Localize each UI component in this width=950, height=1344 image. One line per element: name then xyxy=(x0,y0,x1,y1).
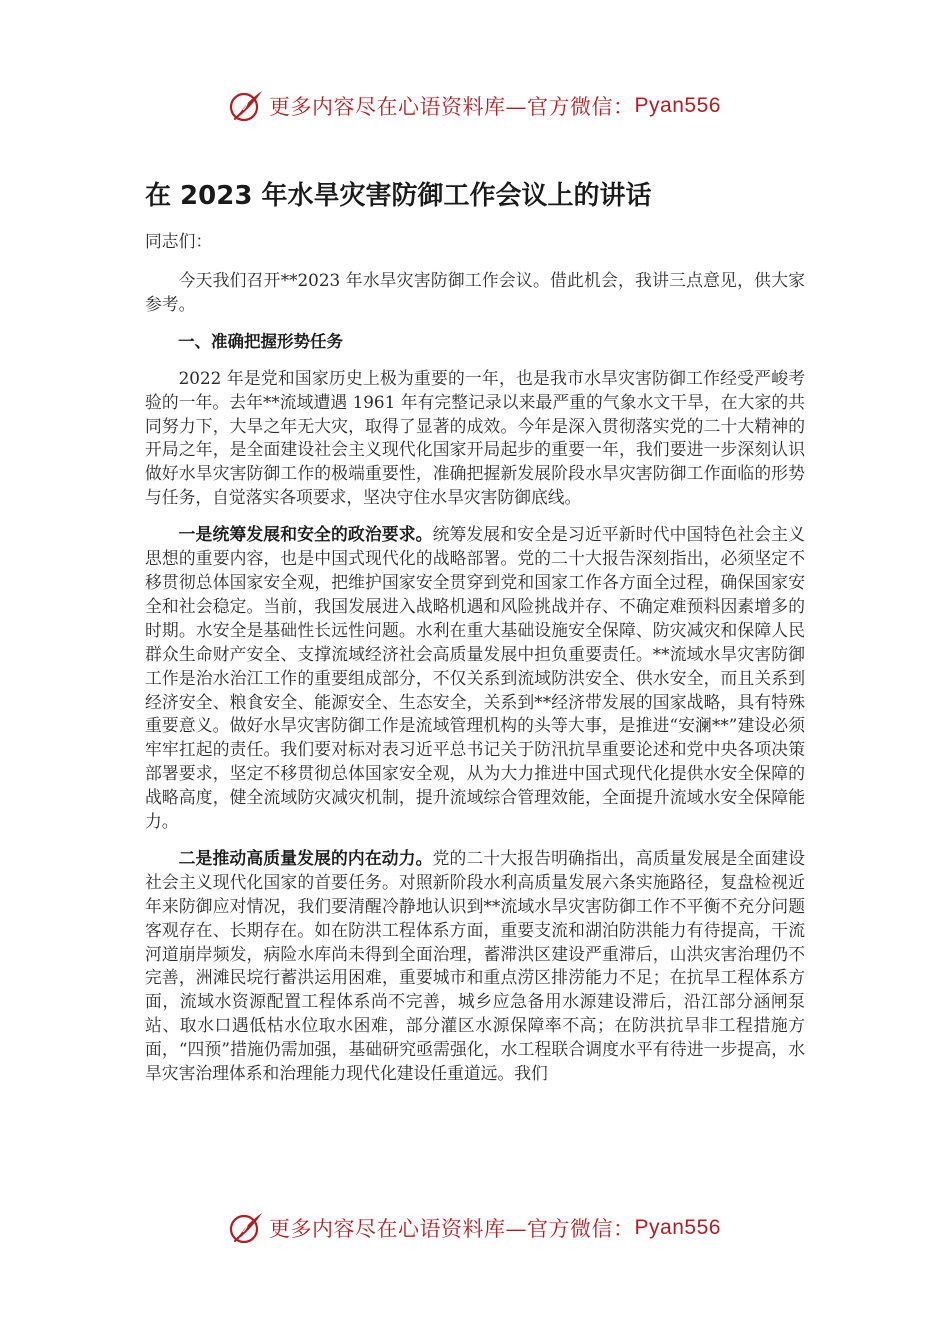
point-two-body: 党的二十大报告明确指出，高质量发展是全面建设社会主义现代化国家的首要任务。对照新阶段水利高质量发展六条实施路径，复盘检视近年来防御应对情况，我们要清醒冷静地认识到**流域水旱灾害防御工作不平衡不充分问题客观存在、长期存在。如在防洪工程体系方面，重要支流和湖泊防洪能力有待提高，干流河道崩岸频发，病险水库尚未得到全面治理，蓄滞洪区建设严重滞后，山洪灾害治理仍不完善，洲滩民垸行蓄洪运用困难，重要城市和重点涝区排涝能力不足；在抗旱工程体系方面，流域水资源配置工程体系尚不完善，城乡应急备用水源建设滞后，沿江部分涵闸泵站、取水口遇低枯水位取水困难，部分灌区水源保障率不高；在防洪抗旱非工程措施方面，“四预”措施仍需加强，基础研究亟需强化，水工程联合调度水平有待进一步提高，水旱灾害治理体系和治理能力现代化建设任重道远。我们 xyxy=(145,847,805,1084)
paragraph-point-two xyxy=(145,847,805,1086)
watermark-wechat-id: Pyan556 xyxy=(634,1216,721,1239)
paragraph-situation: 2022 年是党和国家历史上极为重要的一年，也是我市水旱灾害防御工作经受严峻考验的一年。去年**流域遭遇 1961 年有完整记录以来最严重的气象水文干旱，在大家的共同努力下，大旱之年无大灾，取得了显著的成效。今年是深入贯彻落实党的二十大精神的开局之年，是全面建设社会主义现代化国家开局起步的重要一年，我们要进一步深刻认识做好水旱灾害防御工作的极端重要性，准确把握新发展阶段水旱灾害防御工作面临的形势与任务，自觉落实各项要求，坚决守住水旱灾害防御底线。 xyxy=(145,367,805,508)
document-body xyxy=(145,176,805,1099)
watermark-group xyxy=(229,88,721,124)
quill-logo-icon xyxy=(229,1210,265,1246)
salutation: 同志们： xyxy=(145,231,213,251)
quill-logo-icon xyxy=(229,88,265,124)
paragraph-point-one xyxy=(145,523,805,834)
footer-watermark xyxy=(0,1206,950,1250)
watermark-text: 更多内容尽在心语资料库—官方微信： xyxy=(269,95,635,119)
watermark-text: 更多内容尽在心语资料库—官方微信： xyxy=(269,1217,635,1241)
header-watermark xyxy=(0,84,950,128)
intro-paragraph: 今天我们召开**2023 年水旱灾害防御工作会议。借此机会，我讲三点意见，供大家参考。 xyxy=(145,269,805,314)
document-title: 在 2023 年水旱灾害防御工作会议上的讲话 xyxy=(145,181,652,211)
point-one-lead: 一是统筹发展和安全的政治要求。 xyxy=(178,524,433,545)
watermark-group xyxy=(229,1210,721,1246)
watermark-wechat-id: Pyan556 xyxy=(634,94,721,117)
section-heading: 一、准确把握形势任务 xyxy=(178,331,343,351)
point-one-body: 统筹发展和安全是习近平新时代中国特色社会主义思想的重要内容，也是中国式现代化的战略部署。党的二十大报告深刻指出，必须坚定不移贯彻总体国家安全观，把维护国家安全贯穿到党和国家工作各方面全过程，确保国家安全和社会稳定。当前，我国发展进入战略机遇和风险挑战并存、不确定难预料因素增多的时期。水安全是基础性长远性问题。水利在重大基础设施安全保障、防灾减灾和保障人民群众生命财产安全、支撑流域经济社会高质量发展中担负重要责任。**流域水旱灾害防御工作是治水治江工作的重要组成部分，不仅关系到流域防洪安全、供水安全，而且关系到经济安全、粮食安全、能源安全、生态安全，关系到**经济带发展的国家战略，具有特殊重要意义。做好水旱灾害防御工作是流域管理机构的头等大事，是推进“安澜**”建设必须牢牢扛起的责任。我们要对标对表习近平总书记关于防汛抗旱重要论述和党中央各项决策部署要求，坚定不移贯彻总体国家安全观，从为大力推进中国式现代化提供水安全保障的战略高度，健全流域防灾减灾机制，提升流域综合管理效能，全面提升流域水安全保障能力。 xyxy=(145,524,805,832)
point-two-lead: 二是推动高质量发展的内在动力。 xyxy=(178,847,433,868)
